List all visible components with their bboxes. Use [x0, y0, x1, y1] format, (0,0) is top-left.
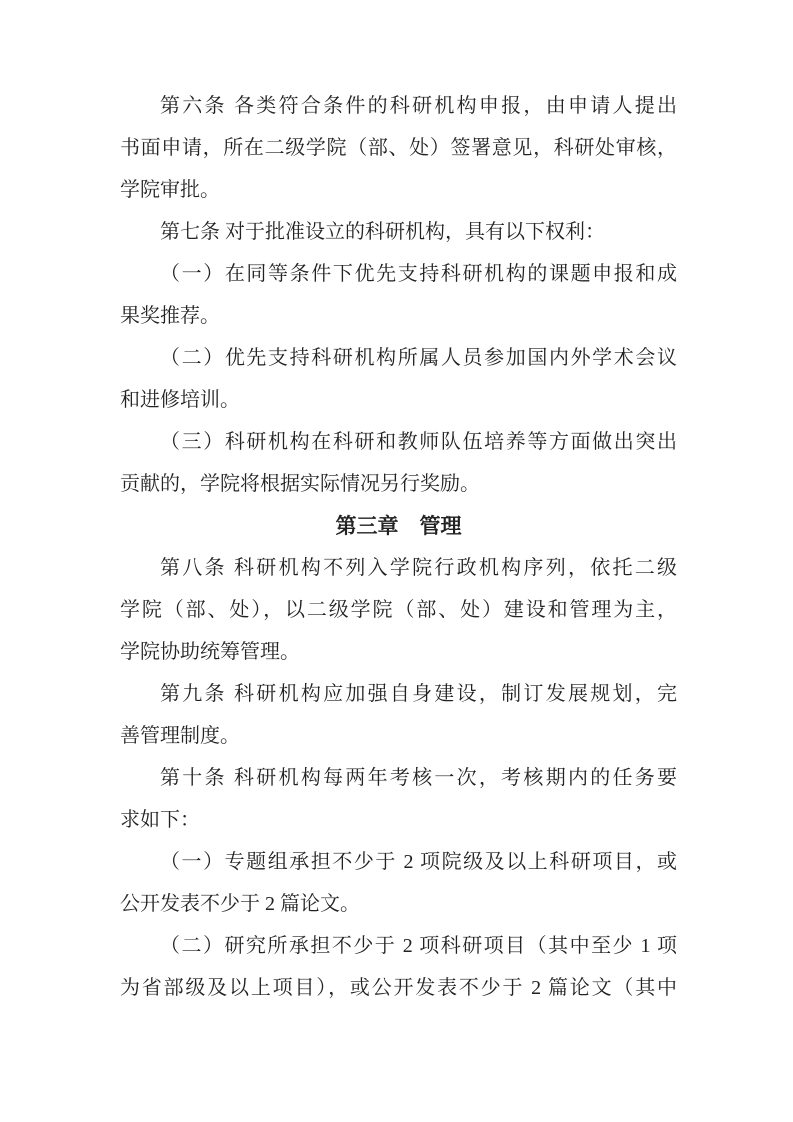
text-line: 为省部级及以上项目），或公开发表不少于 2 篇论文（其中 [120, 977, 677, 999]
text-line: 求如下： [120, 809, 200, 831]
text-line: 果奖推荐。 [120, 305, 220, 327]
text-line: （一）专题组承担不少于 2 项院级及以上科研项目，或 [160, 851, 677, 873]
text-line: 第八条 科研机构不列入学院行政机构序列，依托二级 [160, 557, 677, 579]
text-line: 学院（部、处），以二级学院（部、处）建设和管理为主， [120, 599, 677, 621]
chapter-heading: 第三章 管理 [335, 514, 462, 538]
text-line: 书面申请，所在二级学院（部、处）签署意见，科研处审核， [120, 137, 677, 159]
text-line: 善管理制度。 [120, 725, 240, 747]
text-line: 第十条 科研机构每两年考核一次，考核期内的任务要 [160, 767, 677, 789]
text-line: 公开发表不少于 2 篇论文。 [120, 893, 360, 915]
text-line: （一）在同等条件下优先支持科研机构的课题申报和成 [160, 263, 677, 285]
text-line: 第七条 对于批准设立的科研机构，具有以下权利： [160, 221, 605, 243]
text-line: （二）研究所承担不少于 2 项科研项目（其中至少 1 项 [160, 935, 677, 957]
document-body [120, 85, 677, 1009]
text-line: 第六条 各类符合条件的科研机构申报，由申请人提出 [160, 95, 677, 117]
text-line: 第九条 科研机构应加强自身建设，制订发展规划，完 [160, 683, 677, 705]
text-line: 学院协助统筹管理。 [120, 641, 300, 663]
text-line: 学院审批。 [120, 179, 220, 201]
text-line: （三）科研机构在科研和教师队伍培养等方面做出突出 [160, 431, 677, 453]
text-line: （二）优先支持科研机构所属人员参加国内外学术会议 [160, 347, 677, 369]
text-line: 和进修培训。 [120, 389, 240, 411]
text-line: 贡献的，学院将根据实际情况另行奖励。 [120, 473, 480, 495]
